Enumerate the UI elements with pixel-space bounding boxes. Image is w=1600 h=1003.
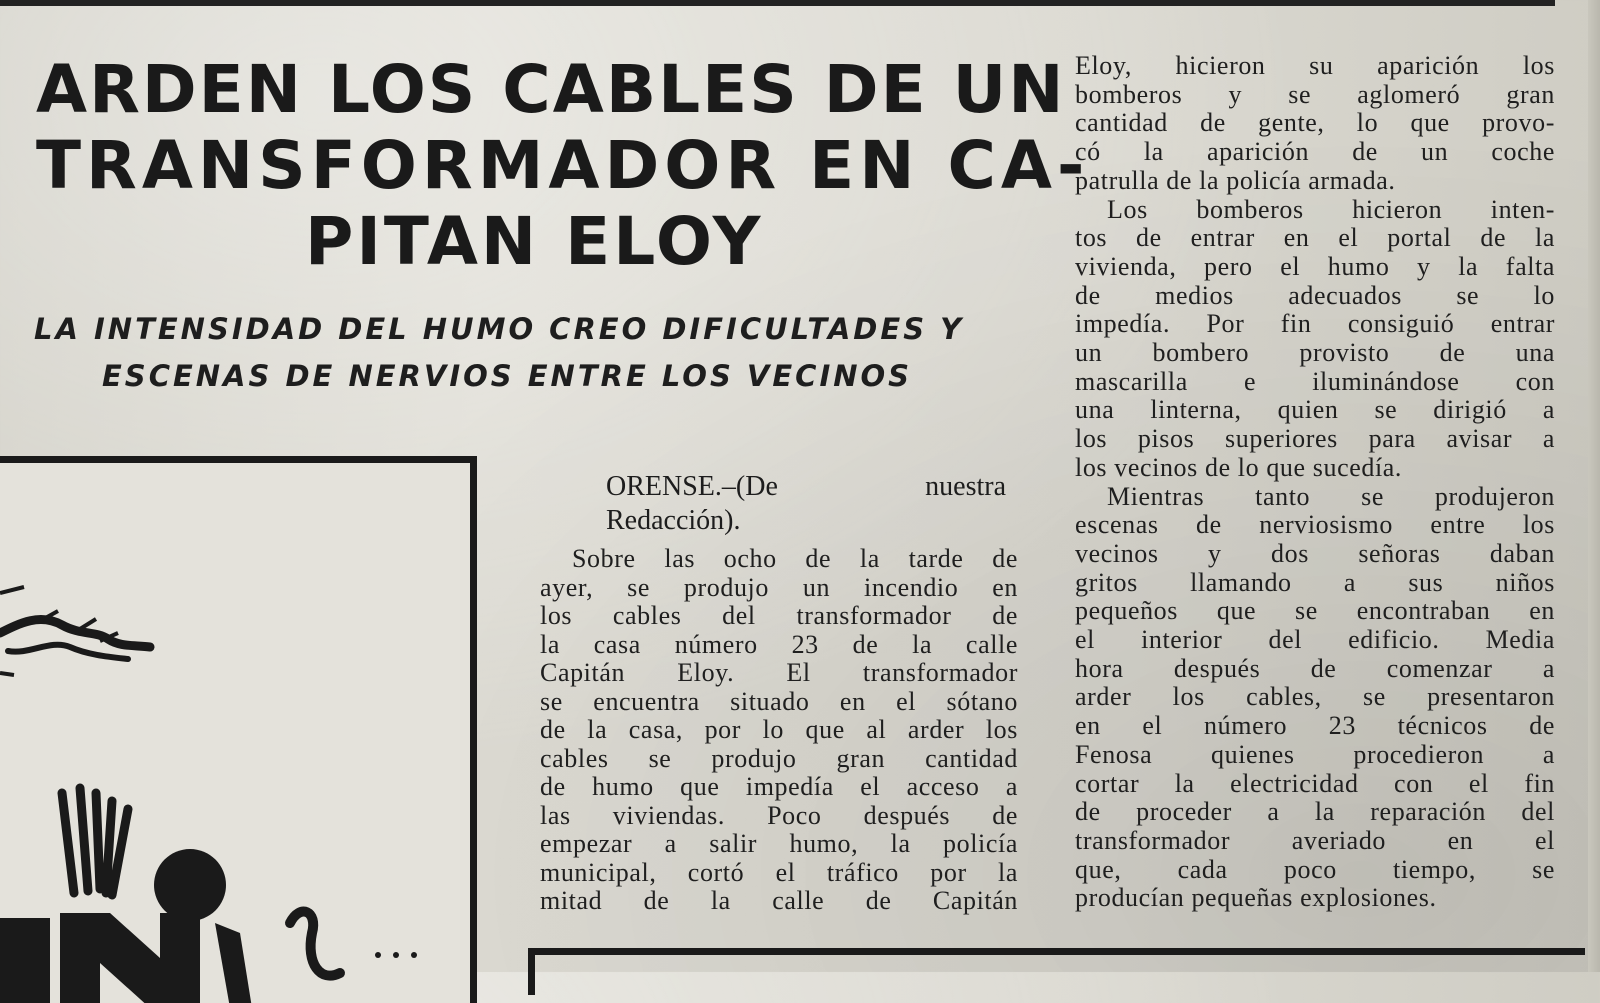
advertisement-image [0,456,477,1003]
text-line: Los bomberos hicieron inten- [1107,195,1555,224]
text-line: el interior del edificio. Media [1075,626,1555,655]
text-line: cables se produjo gran cantidad [540,744,1018,773]
dateline-source: Redacción). [606,505,741,536]
dateline-line-1 [606,470,1006,504]
text-line: mitad de la calle de Capitán [540,887,1018,915]
text-line: bomberos y se aglomeró gran [1075,80,1555,109]
subheadline [34,306,1044,400]
text-line: cortar la electricidad con el fin [1075,769,1555,798]
headline-line-2: TRANSFORMADOR EN CA- [36,127,1090,204]
top-rule [0,0,1555,6]
text-line: municipal, cortó el tráfico por la [540,858,1018,887]
text-line: en el número 23 técnicos de [1075,712,1555,741]
text-line: escenas de nerviosismo entre los [1075,511,1555,540]
text-line: hora después de comenzar a [1075,654,1555,683]
dateline-place: ORENSE.–(De [606,471,778,502]
subheadline-line-2: ESCENAS DE NERVIOS ENTRE LOS VECINOS [102,359,913,393]
text-line: de medios adecuados se lo [1075,281,1555,310]
text-line: que, cada poco tiempo, se [1075,855,1555,884]
text-line: de humo que impedía el acceso a [540,773,1018,801]
article-column-middle [540,545,1018,916]
headline-line-3: PITAN ELOY [305,203,764,280]
text-line: mascarilla e iluminándose con [1075,367,1555,396]
text-line: transformador averiado en el [1075,826,1555,855]
text-line: cantidad de gente, lo que provo- [1075,109,1555,138]
text-line: vecinos y dos señoras daban [1075,539,1555,568]
subheadline-line-1: LA INTENSIDAD DEL HUMO CREO DIFICULTADES Y [34,312,965,346]
article-column-right [1075,52,1555,913]
page-edge [1588,0,1600,972]
text-line: un bombero provisto de una [1075,339,1555,368]
text-line: Mientras tanto se produjeron [1107,482,1555,511]
text-line: Fenosa quienes procedieron a [1075,740,1555,769]
headline [20,51,1090,280]
text-line: pequeños que se encontraban en [1075,597,1555,626]
text-line: los pisos superiores para avisar a [1075,425,1555,454]
text-line: Capitán Eloy. El transformador [540,659,1018,687]
text-line: patrulla de la policía armada. [1075,166,1396,195]
text-line: tos de entrar en el portal de la [1075,224,1555,253]
text-line: de proceder a la reparación del [1075,798,1555,827]
text-line: gritos llamando a sus niños [1075,568,1555,597]
text-line: empezar a salir humo, la policía [540,830,1018,858]
headline-line-1: ARDEN LOS CABLES DE UN [36,51,1066,128]
text-line: los cables del transformador de [540,602,1018,630]
advertisement-illustration [0,463,470,1003]
text-line: las viviendas. Poco después de [540,801,1018,830]
dateline [606,470,1006,538]
text-line: de la casa, por lo que al arder los [540,716,1018,744]
text-line: arder los cables, se presentaron [1075,683,1555,712]
text-line: Sobre las ocho de la tarde de [572,545,1018,573]
text-line: una linterna, quien se dirigió a [1075,396,1555,425]
text-line: ayer, se produjo un incendio en [540,573,1018,602]
text-line: producían pequeñas explosiones. [1075,884,1437,913]
text-line: Eloy, hicieron su aparición los [1075,52,1555,80]
text-line: la casa número 23 de la calle [540,630,1018,659]
text-line: có la aparición de un coche [1075,138,1555,167]
text-line: se encuentra situado en el sótano [540,687,1018,716]
text-line: vivienda, pero el humo y la falta [1075,252,1555,281]
text-line: los vecinos de lo que sucedía. [1075,453,1403,482]
text-line: impedía. Por fin consiguió entrar [1075,310,1555,339]
dateline-word: nuestra [925,471,1006,502]
